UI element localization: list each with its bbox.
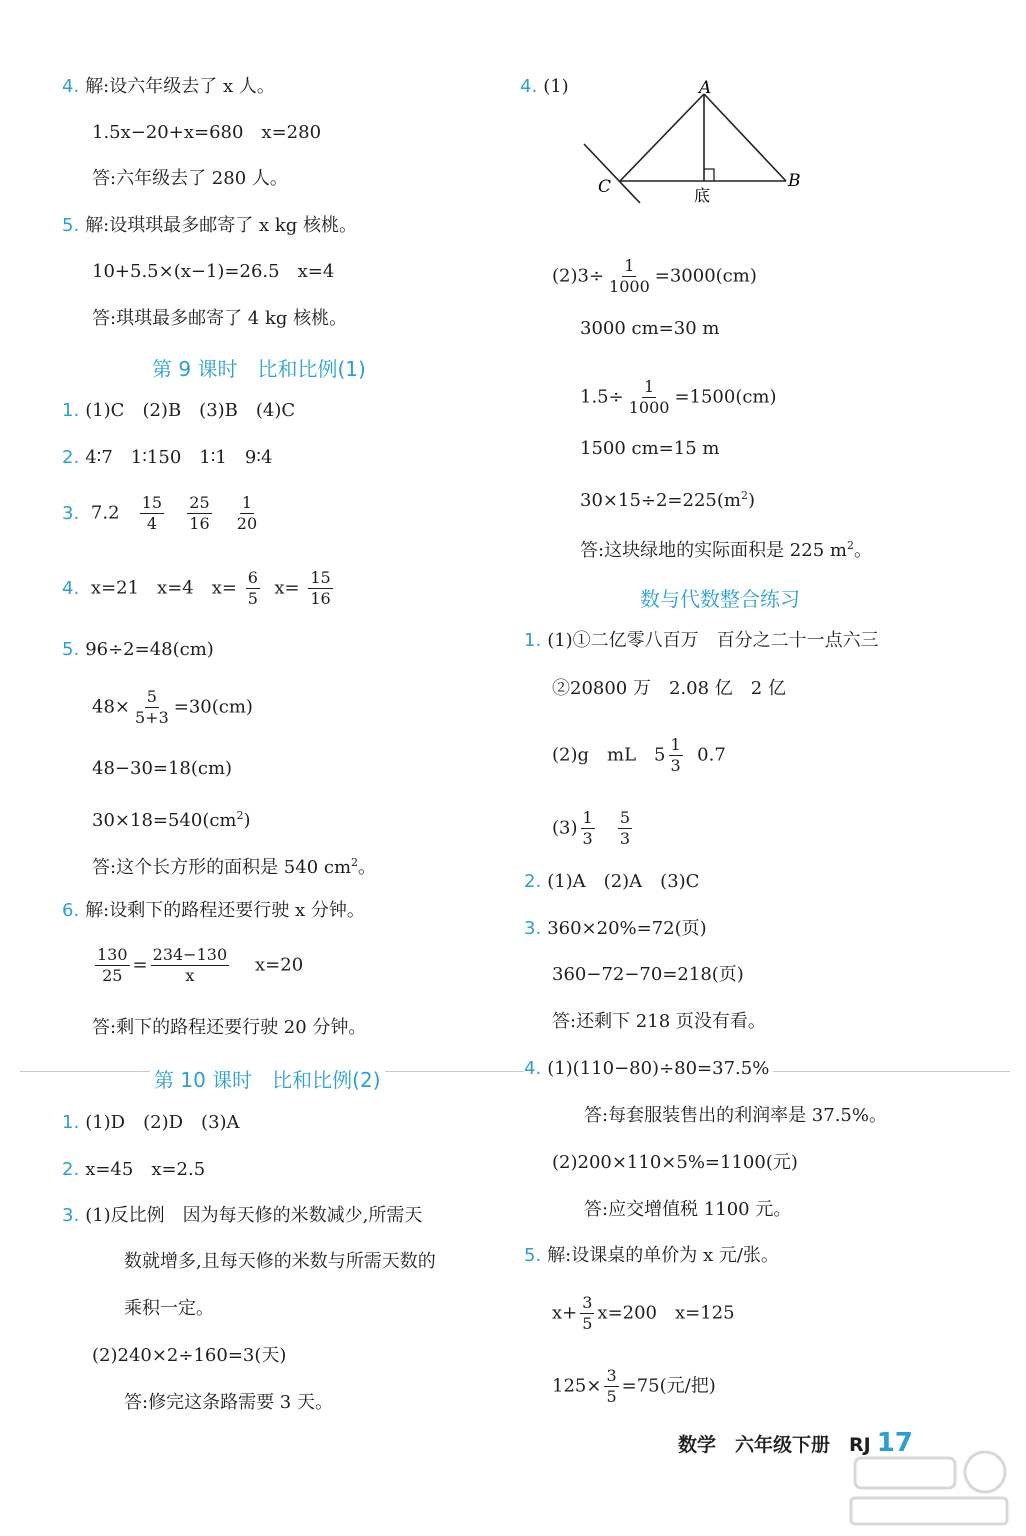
- s9q2: [62, 445, 272, 471]
- r-q4-line7: [580, 533, 872, 564]
- text: (1)A (2)A (3)C: [547, 871, 700, 892]
- question-number: 1.: [62, 400, 80, 421]
- r2: [524, 869, 699, 895]
- side-ab: [704, 94, 786, 181]
- side-ca: [620, 94, 704, 181]
- q4-line1: [62, 74, 275, 100]
- s9q5-line2: [92, 687, 253, 728]
- text: 。: [358, 857, 377, 878]
- r1-line1: [524, 628, 879, 654]
- right-angle-mark: [704, 169, 714, 181]
- text: (2)g mL 5: [552, 744, 666, 766]
- s9q6-line3: 答:剩下的路程还要行驶 20 分钟。: [92, 1017, 367, 1038]
- s10q3-line5: 答:修完这条路需要 3 天。: [124, 1392, 333, 1413]
- r-q4-line5: 1500 cm=15 m: [580, 438, 720, 459]
- text: =30(cm): [173, 696, 253, 718]
- s10q3-line3: 乘积一定。: [124, 1298, 214, 1319]
- s9q4: [62, 568, 336, 609]
- s9q5-line3: 48−30=18(cm): [92, 758, 233, 779]
- r4-line3: (2)200×110×5%=1100(元): [552, 1152, 798, 1173]
- s9q6-line2: [92, 945, 303, 986]
- text: (1): [543, 76, 569, 97]
- label-c: C: [598, 177, 612, 197]
- text: =1500(cm): [674, 386, 777, 408]
- text: 解:设剩下的路程还要行驶 x 分钟。: [85, 900, 365, 921]
- page-number: 17: [876, 1428, 913, 1458]
- section-title-10: 第 10 课时 比和比例(2): [150, 1064, 385, 1093]
- text: =3000(cm): [654, 265, 757, 287]
- fraction: $\frac{3}{5}$: [606, 1366, 617, 1406]
- question-number: 4.: [62, 577, 80, 599]
- question-number: 1.: [524, 630, 542, 651]
- footer-subject: 数学 六年级下册 RJ: [678, 1434, 871, 1456]
- r-q4-part1: [520, 74, 569, 100]
- text: =: [132, 954, 148, 976]
- s9q5-line4: [92, 803, 251, 834]
- q5-line2: 10+5.5×(x−1)=26.5 x=4: [92, 261, 335, 282]
- fraction: $\frac{25}{16}$: [189, 493, 210, 533]
- r-q4-line6: [580, 483, 755, 514]
- s9q1: [62, 398, 295, 424]
- text: 解:设琪琪最多邮寄了 x kg 核桃。: [85, 215, 357, 236]
- text: =75(元/把): [621, 1375, 716, 1397]
- r1-line2: ②20800 万 2.08 亿 2 亿: [552, 678, 786, 699]
- section-title-9: 第 9 课时 比和比例(1): [152, 357, 366, 381]
- r3-line3: 答:还剩下 218 页没有看。: [552, 1011, 766, 1032]
- text: 96÷2=48(cm): [85, 639, 214, 660]
- s9q5-line5: [92, 850, 376, 881]
- fraction: $\frac{1}{1000}$: [609, 256, 650, 296]
- q4-line2: 1.5x−20+x=680 x=280: [92, 122, 322, 143]
- superscript: 2: [846, 539, 854, 552]
- text: (1)(110−80)÷80=37.5%: [547, 1058, 770, 1079]
- text: 30×18=540(cm: [92, 810, 237, 831]
- text: (1)①二亿零八百万 百分之二十一点六三: [547, 630, 879, 651]
- r-q4-line3: 3000 cm=30 m: [580, 318, 720, 339]
- fraction: $\frac{130}{25}$: [97, 945, 128, 985]
- text: ): [243, 810, 251, 831]
- question-number: 4.: [524, 1058, 542, 1079]
- fraction: $\frac{234-130}{x}$: [152, 945, 228, 985]
- fraction: $\frac{3}{5}$: [582, 1293, 593, 1333]
- fraction: $\frac{1}{3}$: [670, 735, 681, 775]
- r1-line4: [552, 808, 635, 849]
- superscript: 2: [351, 856, 359, 869]
- text: 48×: [92, 696, 130, 718]
- question-number: 3.: [524, 918, 542, 939]
- q5-line1: [62, 213, 357, 239]
- text: x=200 x=125: [597, 1302, 735, 1324]
- fraction: $\frac{5}{5+3}$: [135, 687, 169, 727]
- text: 。: [853, 540, 872, 561]
- text: 125×: [552, 1375, 602, 1397]
- s10q1: [62, 1110, 240, 1136]
- text: (1)反比例 因为每天修的米数减少,所需天: [85, 1205, 423, 1226]
- s10q3-line1: [62, 1203, 422, 1229]
- text: ): [747, 490, 755, 511]
- fraction: $\frac{1}{20}$: [236, 493, 258, 533]
- text: 答:这个长方形的面积是 540 cm: [92, 857, 352, 878]
- question-number: 2.: [524, 871, 542, 892]
- watermark-logo: [845, 1450, 1015, 1530]
- question-number: 4.: [62, 76, 80, 97]
- text: 4∶7 1∶150 1∶1 9∶4: [85, 447, 273, 468]
- text: (3): [552, 817, 578, 839]
- text: 0.7: [697, 744, 726, 766]
- text: 解:设课桌的单价为 x 元/张。: [547, 1245, 779, 1266]
- r-q4-line2: [552, 256, 757, 297]
- fraction: $\frac{5}{3}$: [619, 808, 631, 848]
- question-number: 1.: [62, 1112, 80, 1133]
- text: 解:设六年级去了 x 人。: [85, 76, 275, 97]
- question-number: 2.: [62, 447, 80, 468]
- text: 答:这块绿地的实际面积是 225 m: [580, 540, 847, 561]
- q4-line3: 答:六年级去了 280 人。: [92, 168, 288, 189]
- question-number: 5.: [62, 639, 80, 660]
- text: x=20: [255, 954, 304, 976]
- r5-line1: [524, 1243, 779, 1269]
- text: x=21 x=4 x=: [90, 577, 237, 599]
- question-number: 3.: [62, 502, 80, 524]
- section-title-integration: 数与代数整合练习: [640, 587, 800, 611]
- s10q2: [62, 1157, 205, 1183]
- text: (2)3÷: [552, 265, 605, 287]
- text: (1)C (2)B (3)B (4)C: [85, 400, 296, 421]
- question-number: 5.: [62, 215, 80, 236]
- r3-line2: 360−72−70=218(页): [552, 964, 744, 985]
- r-q4-line4: [580, 377, 777, 418]
- s9q5-line1: [62, 637, 214, 663]
- fraction: $\frac{6}{5}$: [247, 568, 258, 608]
- question-number: 2.: [62, 1159, 80, 1180]
- perpendicular-line: [584, 144, 640, 203]
- fraction: $\frac{1}{1000}$: [628, 377, 670, 417]
- text: x=: [274, 577, 300, 599]
- fraction: $\frac{1}{3}$: [582, 808, 593, 848]
- s9q6-line1: [62, 898, 365, 924]
- fraction: $\frac{15}{4}$: [141, 493, 163, 533]
- r3-line1: [524, 916, 707, 942]
- question-number: 5.: [524, 1245, 542, 1266]
- question-number: 4.: [520, 76, 538, 97]
- r4-line1: [524, 1056, 773, 1082]
- question-number: 3.: [62, 1205, 80, 1226]
- text: x+: [552, 1302, 578, 1324]
- r5-line2: [552, 1293, 735, 1334]
- superscript: 2: [740, 489, 748, 502]
- question-number: 6.: [62, 900, 80, 921]
- q5-line3: 答:琪琪最多邮寄了 4 kg 核桃。: [92, 308, 348, 329]
- text: (1)D (2)D (3)A: [85, 1112, 240, 1133]
- label-a: A: [699, 80, 712, 98]
- r5-line3: [552, 1366, 716, 1407]
- s10q3-line2: 数就增多,且每天修的米数与所需天数的: [124, 1251, 436, 1272]
- label-b: B: [788, 171, 801, 191]
- text: 1.5÷: [580, 386, 624, 408]
- text: 360×20%=72(页): [547, 918, 707, 939]
- superscript: 2: [236, 809, 244, 822]
- label-base: 底: [694, 186, 711, 205]
- text: x=45 x=2.5: [85, 1159, 206, 1180]
- s10q3-line4: (2)240×2÷160=3(天): [92, 1345, 287, 1366]
- fraction: $\frac{15}{16}$: [310, 568, 331, 608]
- r4-line2: 答:每套服装售出的利润率是 37.5%。: [584, 1105, 887, 1126]
- s9q3: [62, 493, 262, 534]
- r1-line3: [552, 735, 726, 776]
- text: 7.2: [90, 502, 120, 524]
- triangle-diagram: [576, 80, 806, 210]
- text: 30×15÷2=225(m: [580, 490, 741, 511]
- r4-line4: 答:应交增值税 1100 元。: [584, 1199, 792, 1220]
